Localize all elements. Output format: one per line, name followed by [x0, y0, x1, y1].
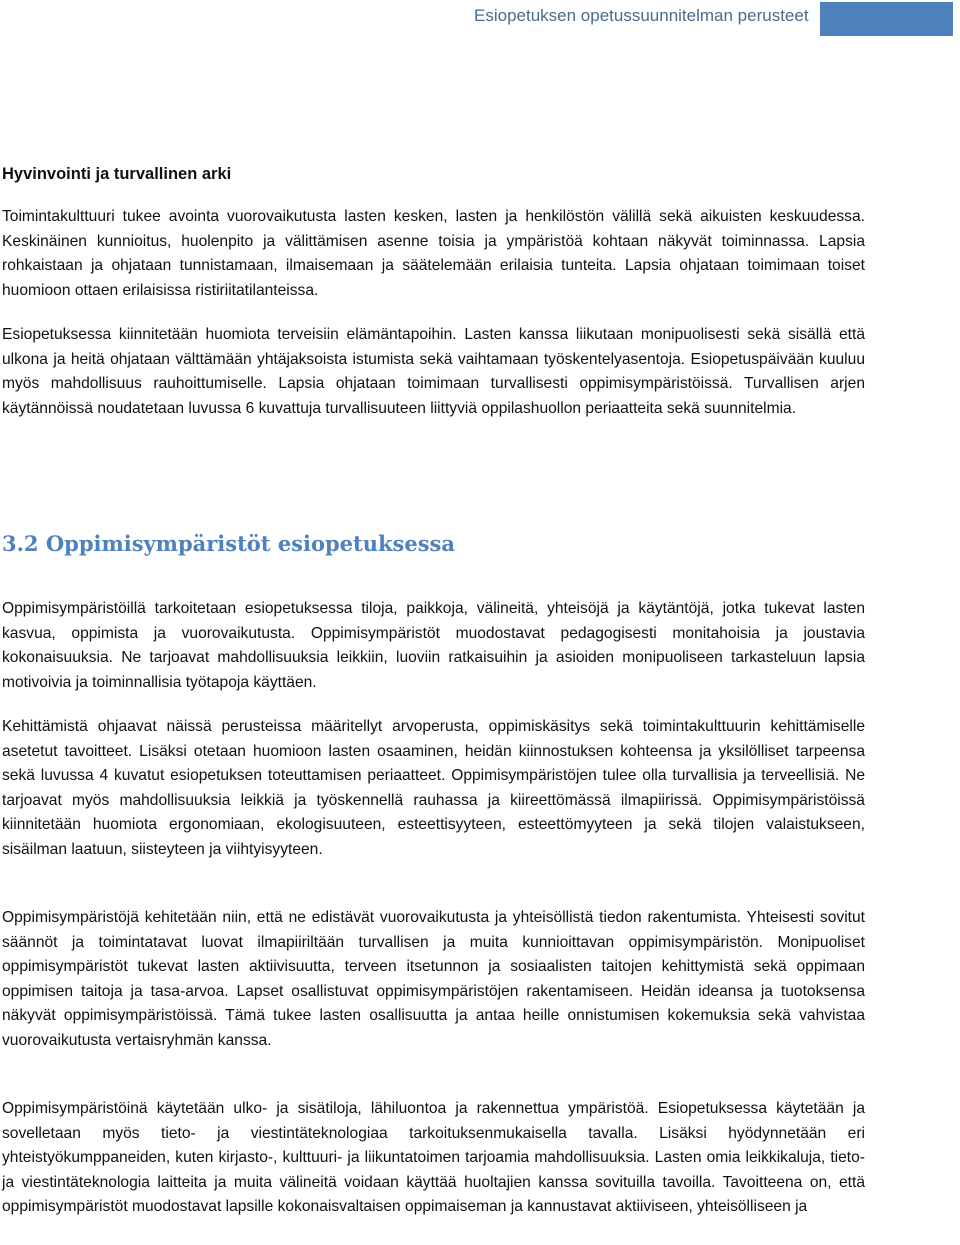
paragraph-wellbeing-2: Esiopetuksessa kiinnitetään huomiota terveisiin elämäntapoihin. Lasten kanssa liikutaan monipuolisesti sekä sisällä että ulkona ja heitä ohjataan välttämään yhtäjaksoista istumista sekä vaihtamaan työskentelyasentoja. Esiopetuspäivään kuuluu myös mahdollisuus rauhoittumiselle. Lapsia ohjataan toimimaan turvallisesti oppimisympäristöissä. Turvallisen arjen käytännöissä noudatetaan luvussa 6 kuvattuja turvallisuuteen liittyviä oppilashuollon periaatteita sekä suunnitelmia.: [2, 326, 865, 417]
paragraph-environments-4: Oppimisympäristöinä käytetään ulko- ja sisätiloja, lähiluontoa ja rakennettua ympäristöä. Esiopetuksessa käytetään ja sovelletaan myös tieto- ja viestintäteknologiaa tarkoituksenmukaisella tavalla. Lisäksi hyödynnetään eri yhteistyökumppaneiden, kuten kirjasto-, kulttuuri- ja liikuntatoimen tarjoamia mahdollisuuksia. Lasten omia leikkikaluja, tieto- ja viestintäteknologia laitteita ja muita välineitä voidaan käyttää huoltajien kanssa sovituilla tavoilla. Tavoitteena on, että oppimisympäristöt muodostavat lapsille kokonaisvaltaisen oppimaiseman ja kannustavat aktiiviseen, yhteisölliseen ja: [2, 1100, 865, 1216]
section-title: Oppimisympäristöt esiopetuksessa: [45, 531, 455, 556]
paragraph-environments-2: Kehittämistä ohjaavat näissä perusteissa määritellyt arvoperusta, oppimiskäsitys sekä toimintakulttuurin kehittämiselle asetetut tavoitteet. Lisäksi otetaan huomioon lasten osaaminen, heidän kiinnostuksen kohteensa ja yksilölliset tarpeensa sekä luvussa 4 kuvatut esiopetuksen toteuttamisen periaatteet. Oppimisympäristöjen tulee olla turvallisia ja terveellisiä. Ne tarjoavat myös mahdollisuuksia leikkiä ja työskennellä rauhassa ja kiireettömässä ilmapiirissä. Oppimisympäristöissä kiinnitetään huomiota ergonomiaan, ekologisuuteen, esteettisyyteen, esteettömyyteen ja sekä tilojen valaistukseen, sisäilman laatuun, siisteyteen ja viihtyisyyteen.: [2, 718, 865, 858]
paragraph-wellbeing-1: Toimintakulttuuri tukee avointa vuorovaikutusta lasten kesken, lasten ja henkilöstön välillä sekä aikuisten keskuudessa. Keskinäinen kunnioitus, huolenpito ja välittämisen asenne toisia ja ympäristöä kohtaan näkyvät toiminnassa. Lapsia rohkaistaan ja ohjataan tunnistamaan, ilmaisemaan ja säätelemään erilaisia tunteita. Lapsia ohjataan toimimaan toiset huomioon ottaen erilaisissa ristiriitatilanteissa.: [2, 208, 865, 299]
paragraph-environments-1: Oppimisympäristöillä tarkoitetaan esiopetuksessa tiloja, paikkoja, välineitä, yhteisöjä ja käytäntöjä, jotka tukevat lasten kasvua, oppimista ja vuorovaikutusta. Oppimisympäristöt muodostavat pedagogisesti monitahoisia ja joustavia kokonaisuuksia. Ne tarjoavat mahdollisuuksia leikkiin, luoviin ratkaisuihin ja asioiden monipuoliseen tarkasteluun lapsia motivoivia ja toiminnallisia työtapoja käyttäen.: [2, 600, 865, 691]
paragraph-environments-3: Oppimisympäristöjä kehitetään niin, että ne edistävät vuorovaikutusta ja yhteisöllistä tiedon rakentumista. Yhteisesti sovitut säännöt ja toimintatavat luovat ilmapiiriltään turvallisen ja muita kunnioittavan oppimisympäristön. Monipuoliset oppimisympäristöt tukevat lasten aktiivisuutta, terveen itsetunnon ja sosiaalisten taitojen kehittymistä sekä oppimaan oppimisen taitoja ja tasa-arvoa. Lapset osallistuvat oppimisympäristöjen rakentamiseen. Heidän ideansa ja tuotoksensa näkyvät oppimisympäristöissä. Tämä tukee lasten osallisuutta ja antaa heille onnistumisen kokemuksia sekä vahvistaa vuorovaikutusta vertaisryhmän kanssa.: [2, 909, 865, 1049]
header-accent-block: [820, 2, 953, 36]
running-header-title: Esiopetuksen opetussuunnitelman perusteet: [474, 6, 809, 25]
section-number: 3.2: [2, 531, 39, 556]
section-heading-environments: [2, 529, 455, 559]
section-heading-wellbeing: Hyvinvointi ja turvallinen arki: [2, 165, 232, 183]
